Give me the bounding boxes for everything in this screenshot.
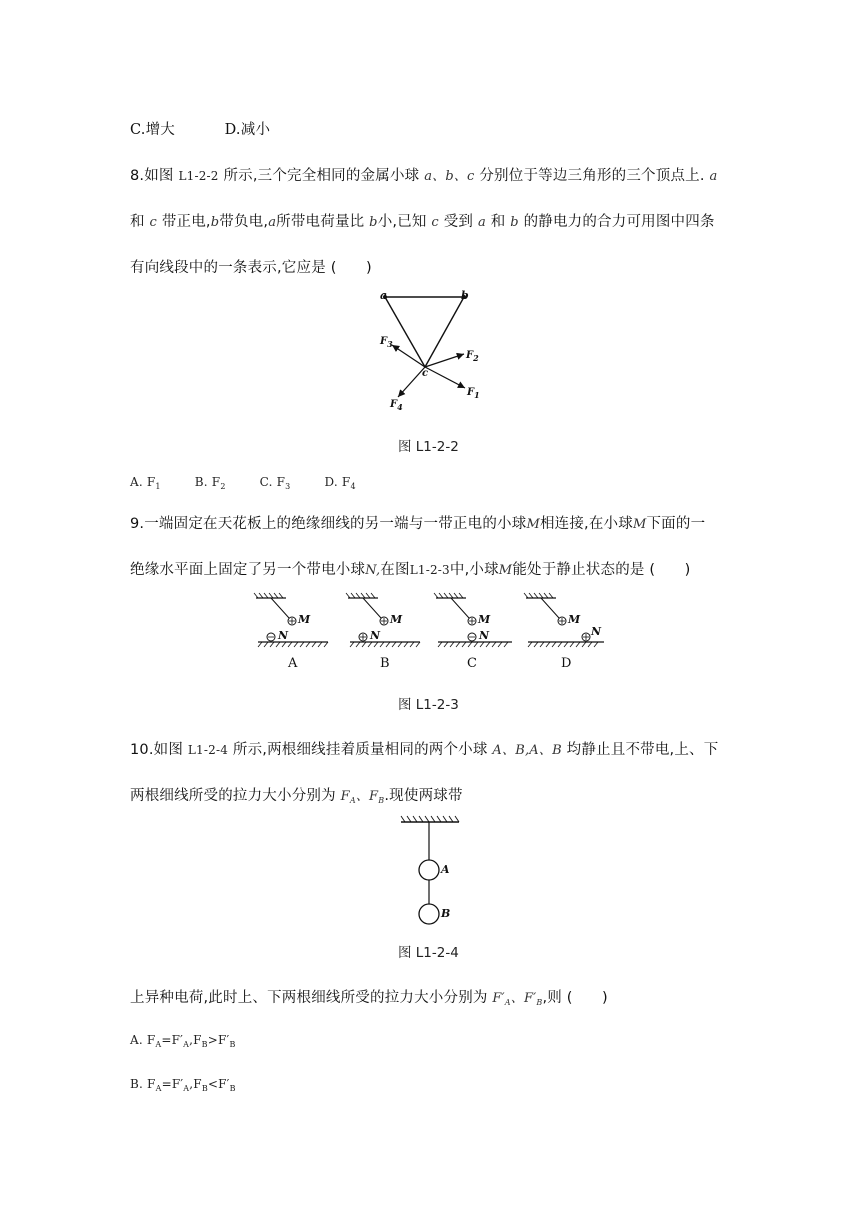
q9-var: M xyxy=(632,517,647,532)
q9-text: 能处于静止状态的是 ( ) xyxy=(512,562,691,578)
q8-var: b xyxy=(369,215,378,230)
caption-l1-2-4: 图 L1-2-4 xyxy=(398,945,459,961)
q10-text: 10.如图 xyxy=(130,742,184,758)
q8-var: a xyxy=(477,215,486,230)
q8-text: 和 xyxy=(130,214,145,230)
q8-option-c: C. $F_3$ xyxy=(259,475,291,491)
panel-b xyxy=(346,593,420,647)
label-f4: $F_4$ xyxy=(390,399,403,412)
q8-text: 受到 xyxy=(443,214,474,230)
q8-var: c xyxy=(431,215,439,230)
q8-text: 分别位于等边三角形的三个顶点上. xyxy=(479,168,705,184)
ball-b xyxy=(419,904,439,924)
q8-line-3: 有向线段中的一条表示,它应是 ( ) xyxy=(130,260,372,276)
q8-text: 和 xyxy=(490,214,506,230)
q9-text: 9.一端固定在天花板上的绝缘细线的另一端与一带正电的小球 xyxy=(130,516,527,532)
q10-text: 所示,两根细线挂着质量相同的两个小球 xyxy=(232,742,488,758)
q10-line-3 xyxy=(130,986,608,1007)
q10-fa: $F_A$、$F_B$ xyxy=(340,789,385,805)
label-n-b: N xyxy=(370,629,381,642)
q8-line-1 xyxy=(130,164,717,185)
figure-ref: L1-2-4 xyxy=(187,743,229,757)
q8-text: 小,已知 xyxy=(377,214,427,230)
q10-text: 两根细线所受的拉力大小分别为 xyxy=(130,788,336,804)
q8-option-a: A. $F_1$ xyxy=(130,475,161,491)
q7-option-c: C.增大 xyxy=(130,122,175,138)
q10-option-b: B. $F_A=F'_A,F_B<F'_B$ xyxy=(130,1077,236,1093)
caption-l1-2-3: 图 L1-2-3 xyxy=(398,697,459,713)
label-f1: $F_1$ xyxy=(467,387,480,400)
q9-var: M xyxy=(526,517,540,532)
q10-text: 均静止且不带电,上、下 xyxy=(566,742,719,758)
figure-ref: L1-2-3 xyxy=(409,563,450,577)
q9-line-2 xyxy=(130,558,691,579)
q10-vars: A、B,A、B xyxy=(492,743,562,758)
label-m-d: M xyxy=(568,613,581,626)
q8-line-2 xyxy=(130,210,715,231)
label-m-a: M xyxy=(298,613,311,626)
ball-a xyxy=(419,860,439,880)
q10-line-1 xyxy=(130,738,718,759)
panel-c xyxy=(434,593,512,647)
q8-var: b xyxy=(210,215,220,230)
q10-option-a: A. $F_A=F'_A,F_B>F'_B$ xyxy=(130,1033,236,1049)
q8-text: 所带电荷量比 xyxy=(276,214,365,230)
q8-text: 的静电力的合力可用图中四条 xyxy=(523,214,715,230)
q8-var: b xyxy=(510,215,519,230)
panel-label-b: B xyxy=(380,656,390,671)
panel-d xyxy=(524,593,604,647)
label-n-a: N xyxy=(278,629,289,642)
label-f2: $F_2$ xyxy=(466,350,479,363)
label-m-b: M xyxy=(390,613,403,626)
q8-vars: a、b、c xyxy=(424,169,475,184)
figure-l1-2-4 xyxy=(395,812,475,930)
q9-var: M xyxy=(498,563,513,578)
q8-text: 所示,三个完全相同的金属小球 xyxy=(223,168,420,184)
q8-text: 带负电, xyxy=(219,214,269,230)
panel-a xyxy=(254,593,328,647)
q10-text: .现使两球带 xyxy=(384,788,463,804)
label-a: a xyxy=(380,289,388,302)
q8-var: a xyxy=(709,169,718,184)
label-n-c: N xyxy=(479,629,490,642)
arrow-f1 xyxy=(425,367,465,388)
q7-options xyxy=(130,118,270,139)
panel-label-c: C xyxy=(467,656,477,671)
q9-text: 绝缘水平面上固定了另一个带电小球 xyxy=(130,562,366,578)
q9-text: 相连接,在小球 xyxy=(539,516,633,532)
q9-text: 下面的一 xyxy=(646,516,706,532)
q8-var: c xyxy=(149,215,157,230)
q8-options xyxy=(130,475,356,491)
figure-ref: L1-2-2 xyxy=(178,169,219,183)
arrow-f4 xyxy=(398,367,425,397)
label-ball-b: B xyxy=(441,907,451,920)
q10-text: ,则 ( ) xyxy=(542,990,608,1006)
label-c: c xyxy=(422,368,429,379)
q9-line-1 xyxy=(130,512,705,533)
q10-line-2 xyxy=(130,784,463,805)
q9-text: 在图 xyxy=(380,562,410,578)
q8-var: a xyxy=(268,215,277,230)
panel-label-d: D xyxy=(561,656,572,671)
label-ball-a: A xyxy=(441,863,450,876)
label-b: b xyxy=(461,289,469,302)
label-f3: $F_3$ xyxy=(380,336,393,349)
caption-l1-2-2: 图 L1-2-2 xyxy=(398,439,459,455)
panel-label-a: A xyxy=(288,656,298,671)
q8-text: 带正电, xyxy=(161,214,211,230)
label-n-d: N xyxy=(591,625,602,638)
q7-option-d: D.减小 xyxy=(224,122,271,138)
q10-text: 上异种电荷,此时上、下两根细线所受的拉力大小分别为 xyxy=(130,990,488,1006)
q9-text: 中,小球 xyxy=(449,562,499,578)
q8-text: 8.如图 xyxy=(130,168,174,184)
arrow-f3 xyxy=(392,345,425,367)
q8-option-d: D. $F_4$ xyxy=(324,475,356,491)
q10-fprime: $F'_A$、$F'_B$ xyxy=(492,991,543,1007)
q9-var: N, xyxy=(365,563,381,578)
q8-option-b: B. $F_2$ xyxy=(194,475,226,491)
triangle-side-ac xyxy=(385,297,425,367)
label-m-c: M xyxy=(478,613,491,626)
